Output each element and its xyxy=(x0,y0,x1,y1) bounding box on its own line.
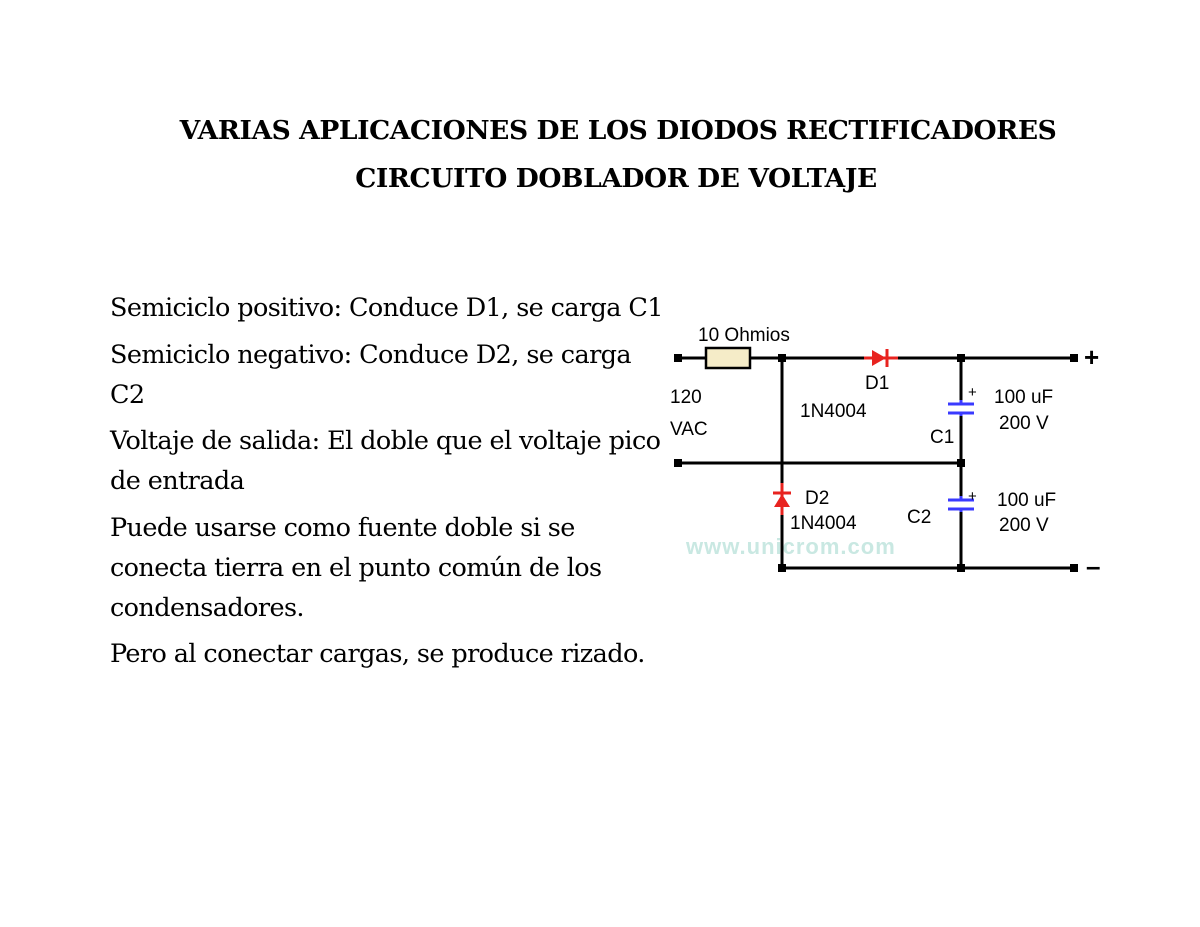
bullet-list xyxy=(110,288,670,681)
page-title-line-1: VARIAS APLICACIONES DE LOS DIODOS RECTIFICADORES xyxy=(179,115,1057,146)
d1-part-label: 1N4004 xyxy=(800,401,867,422)
c1-plus-label: + xyxy=(968,384,977,401)
d1-label: D1 xyxy=(865,373,890,394)
voltage-doubler-schematic xyxy=(662,320,1112,580)
bullet-item: Semiciclo positivo: Conduce D1, se carga C1 xyxy=(110,293,663,323)
bullet-item: Semiciclo negativo: Conduce D2, se carga C2 xyxy=(110,339,632,410)
bullet-item: Puede usarse como fuente doble si se conecta tierra en el punto común de los condensadores. xyxy=(110,512,602,623)
bullet-item: Pero al conectar cargas, se produce rizado. xyxy=(110,639,645,669)
c2-voltage-label: 200 V xyxy=(999,515,1049,536)
page-title-line-2: CIRCUITO DOBLADOR DE VOLTAJE xyxy=(355,163,877,194)
diode-d1-icon xyxy=(864,349,898,367)
diode-d2-icon xyxy=(773,483,791,515)
resistor-label: 10 Ohmios xyxy=(698,325,790,346)
d2-part-label: 1N4004 xyxy=(790,513,857,534)
output-plus-label: + xyxy=(1084,342,1100,372)
resistor-icon xyxy=(706,348,750,368)
capacitor-c1-icon xyxy=(948,400,974,416)
watermark-text: www.unicrom.com xyxy=(686,534,896,559)
output-minus-label: – xyxy=(1086,551,1101,580)
input-voltage-label: 120 xyxy=(670,387,702,408)
c1-voltage-label: 200 V xyxy=(999,413,1049,434)
c1-value-label: 100 uF xyxy=(994,387,1054,408)
c2-label: C2 xyxy=(907,507,932,528)
c2-value-label: 100 uF xyxy=(997,490,1057,511)
c2-plus-label: + xyxy=(968,488,977,505)
input-unit-label: VAC xyxy=(670,419,708,440)
c1-label: C1 xyxy=(930,427,955,448)
d2-label: D2 xyxy=(805,488,830,509)
bullet-item: Voltaje de salida: El doble que el voltaje pico de entrada xyxy=(110,426,661,496)
